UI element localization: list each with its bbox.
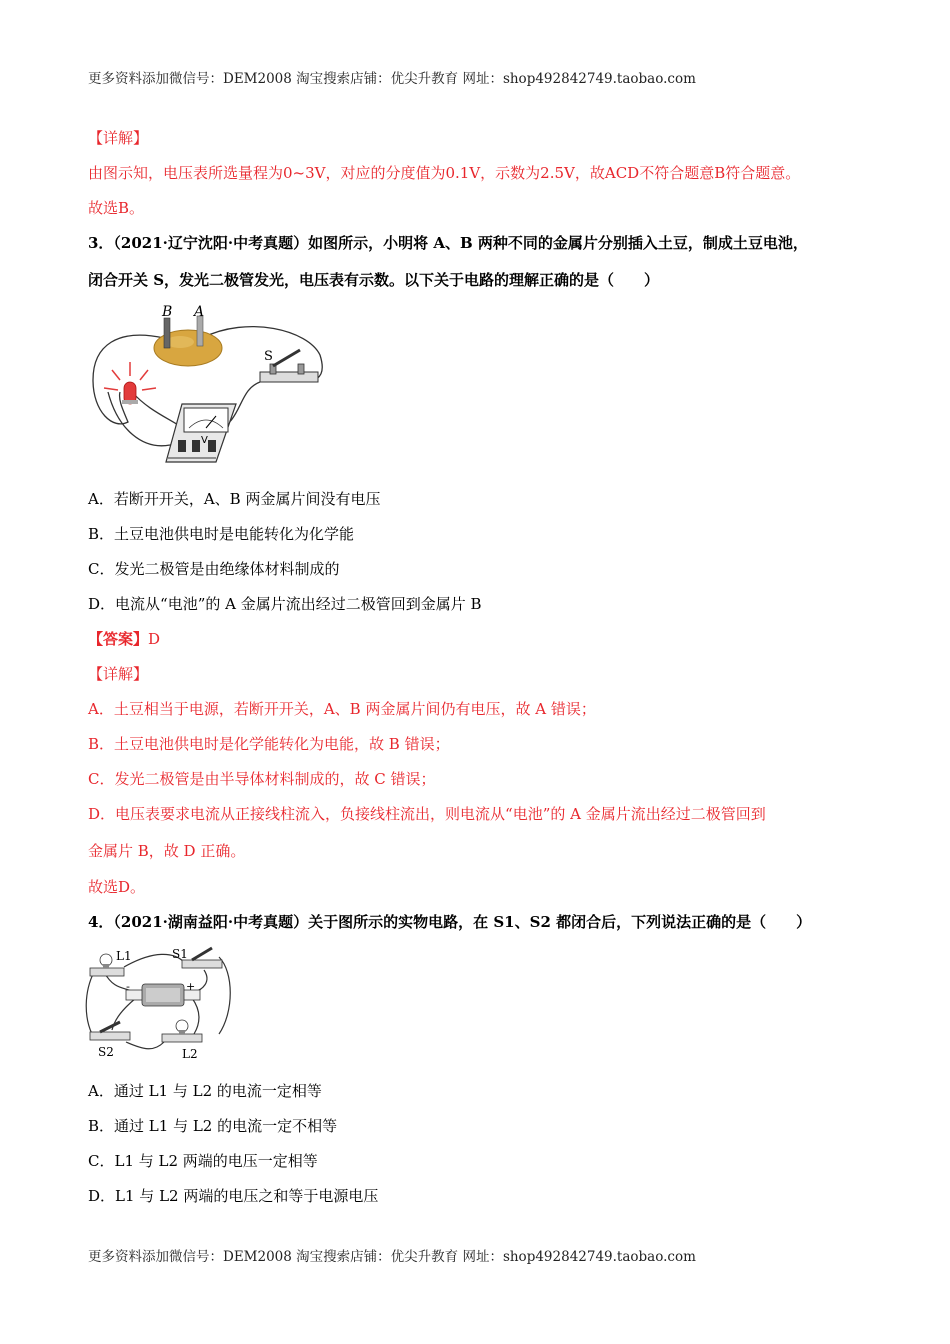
- q4-option-b: B．通过 L1 与 L2 的电流一定不相等: [88, 1117, 338, 1135]
- q4-fig-label-l1: L1: [116, 949, 132, 963]
- q3-answer: [88, 628, 160, 650]
- q3-answer-value: D: [148, 630, 161, 648]
- q3-detail-label: 【详解】: [88, 665, 149, 683]
- switch-icon: [90, 1022, 130, 1040]
- voltmeter-icon: [166, 404, 236, 462]
- q3-fig-label-a: A: [194, 304, 205, 320]
- q4-fig-plus: +: [186, 980, 196, 993]
- q3-detail-d1: D．电压表要求电流从正接线柱流入，负接线柱流出，则电流从“电池”的 A 金属片流出经过二极管回到: [88, 805, 766, 823]
- led-icon: [104, 362, 156, 404]
- q3-stem-line1: 3．（2021·辽宁沈阳·中考真题）如图所示，小明将 A、B 两种不同的金属片分别插入土豆，制成土豆电池，: [88, 234, 808, 252]
- page-header: 更多资料添加微信号：DEM2008 淘宝搜索店铺：优尖升教育 网址：shop492842749.taobao.com: [88, 71, 696, 87]
- q3-fig-meter-v: V: [201, 435, 208, 446]
- q3-option-a: A．若断开开关，A、B 两金属片间没有电压: [88, 490, 381, 508]
- q3-stem-line2: 闭合开关 S，发光二极管发光，电压表有示数。以下关于电路的理解正确的是（ ）: [88, 271, 660, 289]
- q3-circuit-figure: [88, 300, 328, 468]
- q4-circuit-figure: [84, 942, 236, 1066]
- q4-stem: 4．（2021·湖南益阳·中考真题）关于图所示的实物电路，在 S1、S2 都闭合后，下列说法正确的是（ ）: [88, 913, 812, 931]
- q4-fig-label-s2: S2: [98, 1045, 114, 1059]
- q3-fig-label-b: B: [162, 304, 173, 320]
- q3-detail-a: A．土豆相当于电源，若断开开关，A、B 两金属片间仍有电压，故 A 错误；: [88, 700, 596, 718]
- q3-option-c: C．发光二极管是由绝缘体材料制成的: [88, 560, 340, 578]
- q3-fig-label-s: S: [264, 349, 273, 364]
- prev-detail-label: 【详解】: [88, 129, 149, 147]
- q4-fig-minus: -: [126, 980, 130, 993]
- page-footer: 更多资料添加微信号：DEM2008 淘宝搜索店铺：优尖升教育 网址：shop492842749.taobao.com: [88, 1249, 696, 1265]
- q4-option-a: A．通过 L1 与 L2 的电流一定相等: [88, 1082, 322, 1100]
- q3-detail-b: B．土豆电池供电时是化学能转化为电能，故 B 错误；: [88, 735, 450, 753]
- q4-option-c: C．L1 与 L2 两端的电压一定相等: [88, 1152, 318, 1170]
- q4-option-d: D．L1 与 L2 两端的电压之和等于电源电压: [88, 1187, 379, 1205]
- q4-fig-label-l2: L2: [182, 1047, 198, 1061]
- q3-detail-d2: 金属片 B，故 D 正确。: [88, 842, 246, 860]
- switch-icon: [182, 948, 222, 968]
- prev-conclusion: 故选B。: [88, 199, 145, 217]
- prev-detail-text: 由图示知，电压表所选量程为0~3V，对应的分度值为0.1V，示数为2.5V，故ACD不符合题意B符合题意。: [88, 164, 801, 182]
- q4-fig-label-s1: S1: [172, 947, 188, 961]
- q3-option-d: D．电流从“电池”的 A 金属片流出经过二极管回到金属片 B: [88, 595, 482, 613]
- q3-answer-label: 【答案】: [88, 630, 149, 648]
- q3-option-b: B．土豆电池供电时是电能转化为化学能: [88, 525, 355, 543]
- q3-detail-c: C．发光二极管是由半导体材料制成的，故 C 错误；: [88, 770, 436, 788]
- q3-conclusion: 故选D。: [88, 878, 146, 896]
